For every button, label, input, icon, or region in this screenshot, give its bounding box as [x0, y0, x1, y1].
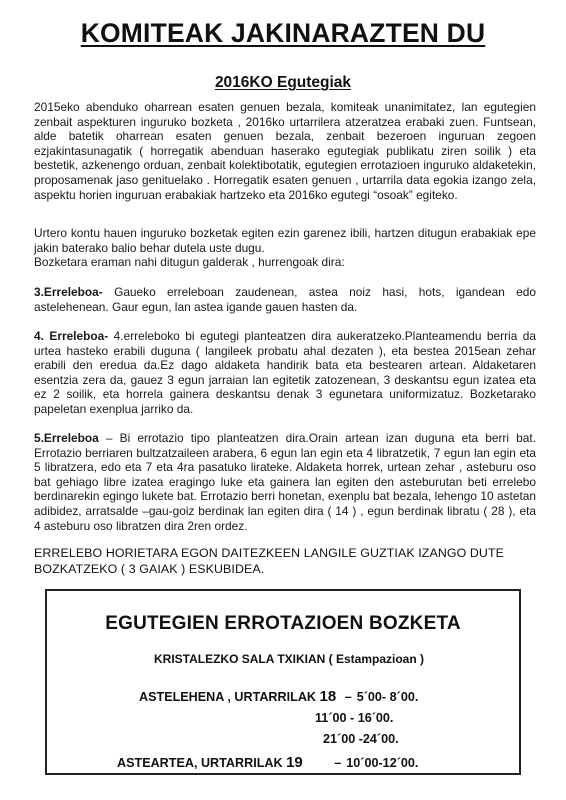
question-5-text [34, 431, 536, 533]
intro-paragraph-text: 2015eko abenduko oharrean esaten genuen bezala, komiteak unanimitatez, lan egutegien zenbait aspekturen inguruko bozketa , 2016ko urtarrilera atzeratzea erabaki zuen. Funtsean, alde batetik oharrean esaten genuen bezala, zenbait bezeroen inguruan zegoen ezjakintasunagatik ( horregatik abenduan haserako egutegiak publikatu ziren soilik ) eta bestetik, azkenengo orduan, zenbait kolektibotatik, egutegien errotazioen inguruko aldaketekin, proposamenak jaso genituelako . Horregatik esaten genuen , urtarrila data egokia izango zela, aspektu horien inguruan erabakiak hartzeko eta 2016ko egutegi “osoak” egiteko. [34, 100, 536, 202]
tuesday-label: ASTEARTEA, URTARRILAK [117, 756, 283, 770]
tuesday-slot-1: 10´00-12´00. [346, 756, 419, 770]
questions-intro [34, 226, 536, 270]
page-title [6, 18, 561, 49]
question-5-body: – Bi errotazio tipo planteatzen dira.Orain artean izan duguna eta berri bat. Errotazio berriaren bultzatzaileen arabera, 6 egun lan egin eta 4 libratzetik, 7 egun lan egin eta 5 libratzera, edo eta 7 eta 4ra pasatuko lirateke. Aldaketa horrek, urtean zehar , asteburu oso bat gehiago libre izatea eragingo luke eta gainera lan egiten den asteburutan beti errelebo berdinarekin egingo lukete bat. Errotazio berri honetan, exenplu bat bezala, lehengo 10 astetan adibidez, arratsalde –gau-goiz berdinak lan egiten dira ( 14 ) , egun berdinak libratu ( 28 ), eta 4 asteburu oso libratzen dira 2ren ordez. [34, 431, 536, 533]
monday-dash: – [344, 690, 352, 704]
question-4 [34, 329, 536, 417]
voting-box-title: EGUTEGIEN ERROTAZIOEN BOZKETA [105, 613, 461, 634]
question-4-text [34, 329, 536, 417]
monday-label: ASTELEHENA , URTARRILAK [139, 690, 317, 704]
question-3 [34, 285, 536, 314]
question-5 [34, 431, 536, 533]
questions-intro-text: Urtero kontu hauen inguruko bozketak egiten ezin garenez ibili, hartzen ditugun erabakiak epe jakin baterako balio behar dutela uste dugu. [34, 226, 536, 255]
question-3-text [34, 285, 536, 314]
monday-day: 18 [319, 688, 337, 705]
monday-slot-2-row [315, 711, 393, 725]
tuesday-schedule-row [117, 754, 418, 771]
questions-lead-text: Bozketara eraman nahi ditugun galderak , hurrengoak dira: [34, 255, 345, 270]
question-4-body: 4.erreleboko bi egutegi planteatzen dira aukeratzeko.Planteamendu berria da urtea hasteko erabili duguna ( langileek probatu ahal dezaten ), eta bestea 2015ean zehar erabili den eredua da.Ez dago aldaketa handirik bata eta bestearen artean. Aldaketaren esentzia zera da, gauez 3 egun jarraian lan egitetik zatozenean, 3 deskantsu egun izatea eta ez 2 soilik, eta horrela gainera deskantsu denak 3 egunetara uniformizatuz. Bozketarako papeletan exenplua jarriko da. [34, 329, 536, 416]
monday-slot-3: 21´00 -24´00. [323, 732, 399, 746]
question-3-lead: 3.Erreleboa- [34, 285, 103, 299]
intro-paragraph [34, 100, 536, 202]
question-4-lead: 4. Erreleboa- [34, 329, 109, 343]
question-5-lead: 5.Erreleboa [34, 431, 99, 445]
voting-box-location: KRISTALEZKO SALA TXIKIAN ( Estampazioan ) [153, 652, 424, 666]
voting-schedule-box [45, 589, 521, 775]
page-subtitle-text: 2016KO Egutegiak [214, 74, 352, 91]
monday-slot-3-row [323, 732, 399, 746]
tuesday-dash: – [334, 756, 342, 770]
tuesday-day: 19 [286, 754, 303, 771]
monday-slot-1: 5´00- 8´00. [356, 690, 419, 704]
page-subtitle [0, 74, 566, 92]
monday-slot-2: 11´00 - 16´00. [315, 711, 394, 725]
voting-rights-notice: ERRELEBO HORIETARA EGON DAITEZKEEN LANGILE GUZTIAK IZANGO DUTE BOZKATZEKO ( 3 GAIAK ) ESKUBIDEA. [34, 546, 505, 576]
question-3-body: Gaueko erreleboan zaudenean, astea noiz hasi, hots, igandean edo astelehenean. Gaur egun, lan astea igande gauen hasten da. [34, 285, 536, 314]
page-title-text: KOMITEAK JAKINARAZTEN DU [80, 18, 486, 48]
monday-schedule-row [139, 688, 418, 705]
